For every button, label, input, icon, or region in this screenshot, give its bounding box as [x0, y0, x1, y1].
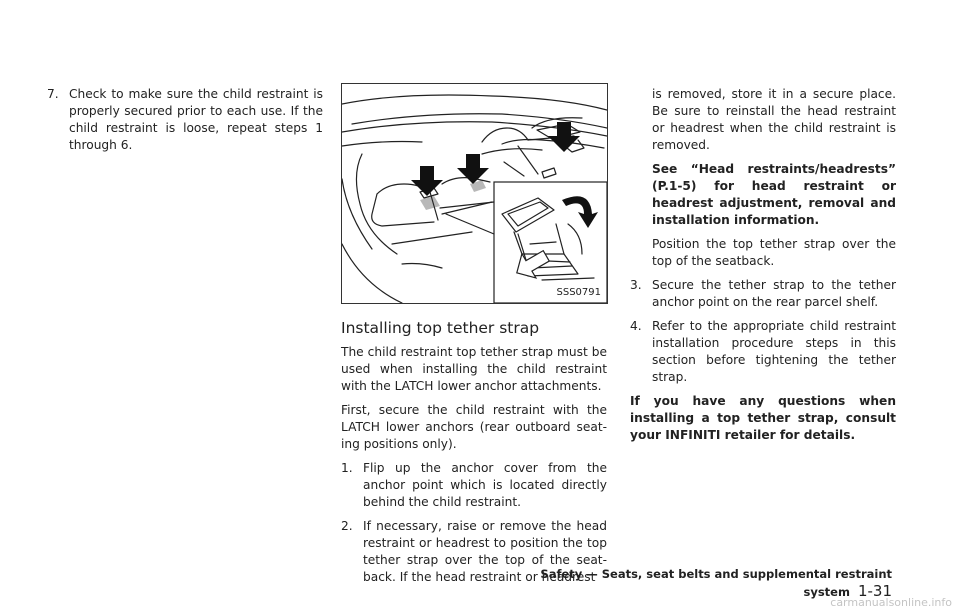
figure-code: SSS0791: [556, 287, 601, 298]
step-4: [630, 318, 896, 386]
cross-reference: See “Head restraints/headrests” (P.1-5) for head restraint or headrest adjustment, removal and installation information.: [652, 162, 896, 227]
step-number: 2.: [341, 519, 353, 533]
step-text: If necessary, raise or remove the head restraint or headrest to position the top tether strap over the top of the seat-back. If the head restraint or headrest: [363, 519, 607, 584]
step-text: Secure the tether strap to the tether anchor point on the rear parcel shelf.: [652, 278, 896, 309]
step-text: Check to make sure the child restraint is properly secured prior to each use. If the child restraint is loose, repeat steps 1 through 6.: [69, 87, 323, 152]
step-number: 3.: [630, 278, 642, 292]
watermark: carmanualsonline.info: [830, 596, 952, 609]
illustration-figure: [341, 83, 608, 304]
paragraph: The child restraint top tether strap must be used when installing the child restraint with the LATCH lower anchor attachments.: [341, 345, 607, 393]
closing-note: If you have any questions when installing a top tether strap, consult your INFINITI retailer for details.: [630, 394, 896, 442]
step-number: 1.: [341, 461, 353, 475]
step-text: Refer to the appropriate child restraint installation procedure steps in this section before tightening the tether strap.: [652, 319, 896, 384]
step-text: Flip up the anchor cover from the anchor point which is located directly behind the child restraint.: [363, 461, 607, 509]
paragraph: First, secure the child restraint with the LATCH lower anchors (rear outboard seat-ing positions only).: [341, 403, 607, 451]
section-heading: Installing top tether strap: [341, 319, 540, 337]
step-number: 4.: [630, 319, 642, 333]
step-3: [630, 277, 896, 311]
column-right: [630, 86, 896, 451]
paragraph: Position the top tether strap over the top of the seatback.: [652, 237, 896, 268]
footer-section-title: Safety — Seats, seat belts and supplemental restraint system: [540, 567, 892, 599]
step-2-continued: is removed, store it in a secure place. Be sure to reinstall the head restraint or headrest when the child restraint is removed.: [652, 87, 896, 152]
step-1: [341, 460, 607, 511]
column-middle: [341, 86, 607, 593]
step-7: [47, 86, 323, 154]
rear-shelf-anchor-illustration: [342, 84, 607, 303]
column-left: [47, 86, 323, 161]
page-number: 1-31: [857, 582, 892, 600]
step-number: 7.: [47, 87, 59, 101]
